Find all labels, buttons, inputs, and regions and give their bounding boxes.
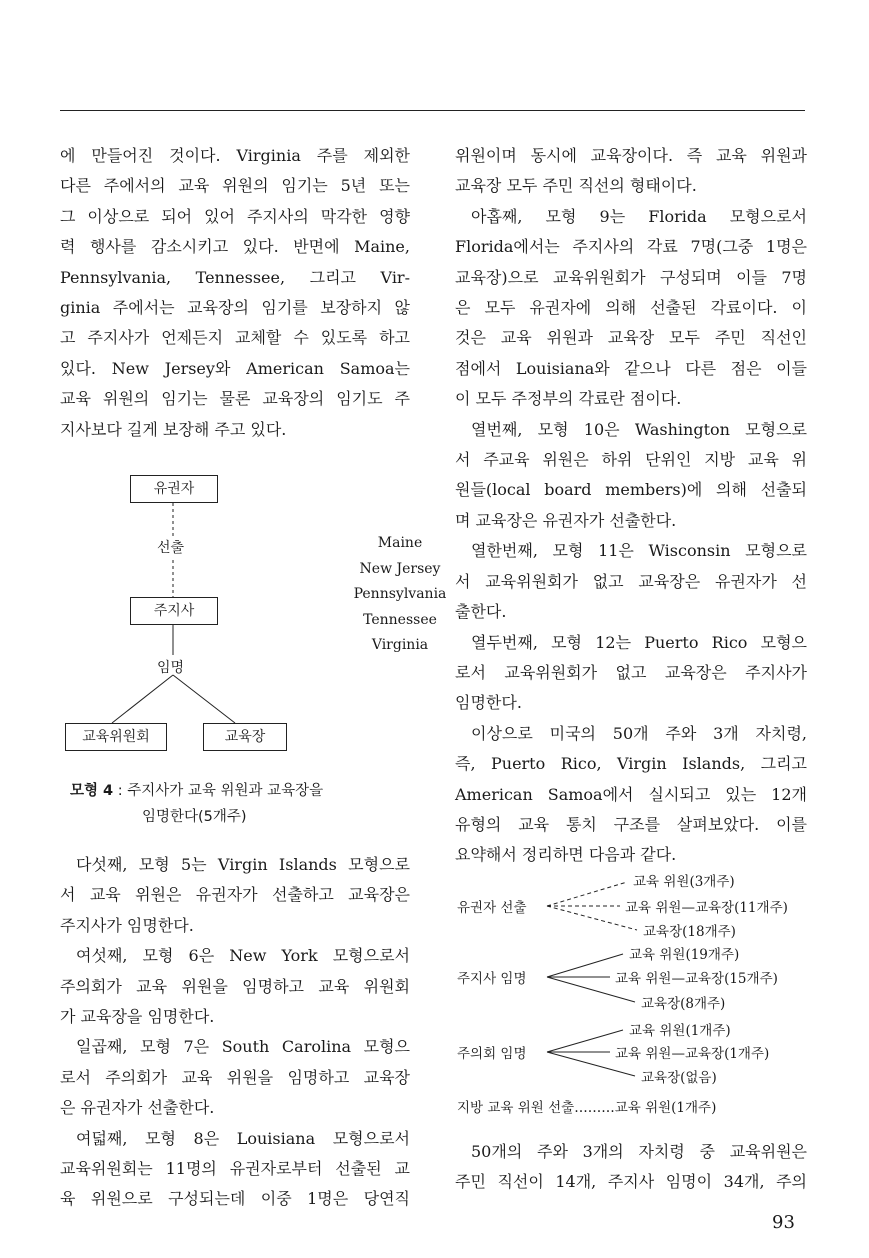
paragraph-model-8-cont bbox=[455, 141, 807, 202]
text-line: 일곱째, 모형 7은 South Carolina 모형으 bbox=[76, 1037, 410, 1057]
paragraph-intro bbox=[60, 141, 410, 445]
text-line: 즉, Puerto Rico, Virgin Islands, 그리고 bbox=[455, 754, 807, 774]
caption-line-2: 임명한다(5개주) bbox=[142, 809, 247, 825]
paragraph-model-10 bbox=[455, 415, 807, 537]
summary-item: 교육 위원—교육장(1개주) bbox=[615, 1046, 770, 1062]
text-line: 에 만들어진 것이다. Virginia 주를 제외한 bbox=[60, 146, 410, 165]
summary-item: 교육장(없음) bbox=[641, 1070, 717, 1086]
text-line: 서 주교육 위원은 하위 단위인 지방 교육 위 bbox=[455, 450, 807, 470]
leader-dots: ……… bbox=[574, 1100, 615, 1116]
header-rule bbox=[60, 110, 805, 111]
text-line: 서 교육위원회가 없고 교육장은 유권자가 선 bbox=[455, 571, 807, 591]
text-line: 요약해서 정리하면 다음과 같다. bbox=[455, 845, 677, 865]
summary-item: 교육장(18개주) bbox=[643, 924, 736, 940]
left-column bbox=[60, 141, 410, 445]
text-line: 점에서 Louisiana와 같으나 다른 점은 이들 bbox=[455, 358, 807, 378]
state-name: Tennessee bbox=[363, 611, 437, 628]
text-line: 50개의 주와 3개의 자치령 중 교육위원은 bbox=[471, 1142, 807, 1161]
text-line: 것은 교육 위원과 교육장 모두 주민 직선인 bbox=[455, 328, 807, 348]
text-line: 지사보다 길게 보장해 주고 있다. bbox=[60, 419, 287, 439]
summary-item: 교육장(8개주) bbox=[641, 996, 726, 1012]
left-column-lower bbox=[60, 850, 410, 1215]
caption-line-1: : 주지사가 교육 위원과 교육장을 bbox=[117, 783, 324, 799]
state-name: New Jersey bbox=[359, 560, 441, 577]
text-line: 서 교육 위원은 유권자가 선출하고 교육장은 bbox=[60, 885, 410, 905]
text-line: 여덟째, 모형 8은 Louisiana 모형으로서 bbox=[76, 1128, 410, 1148]
summary-diagram bbox=[455, 862, 807, 1122]
local-item: 교육 위원(1개주) bbox=[614, 1100, 717, 1116]
text-line: 다른 주에서의 교육 위원의 임기는 5년 또는 bbox=[60, 176, 410, 196]
paragraph-model-6 bbox=[60, 941, 410, 1032]
summary-item: 교육 위원—교육장(11개주) bbox=[625, 900, 788, 916]
text-line: 아홉째, 모형 9는 Florida 모형으로서 bbox=[471, 206, 807, 226]
text-line: 고 주지사가 언제든지 교체할 수 있도록 하고 bbox=[60, 328, 410, 348]
source-assembly-appointment: 주의회 임명 bbox=[457, 1046, 527, 1062]
paragraph-model-11 bbox=[455, 536, 807, 627]
text-line: 주의회가 교육 위원을 임명하고 교육 위원회 bbox=[60, 976, 410, 996]
text-line: 력 행사를 감소시키고 있다. 반면에 Maine, bbox=[60, 237, 410, 257]
paragraph-model-5 bbox=[60, 850, 410, 941]
text-line: 열한번째, 모형 11은 Wisconsin 모형으로 bbox=[471, 541, 807, 561]
state-name: Maine bbox=[377, 535, 423, 551]
text-line: 교육장)으로 교육위원회가 구성되며 이들 7명 bbox=[455, 267, 807, 287]
caption-label: 모형 4 bbox=[70, 783, 114, 799]
text-line: 위원이며 동시에 교육장이다. 즉 교육 위원과 bbox=[455, 146, 807, 165]
source-local-election bbox=[457, 1096, 716, 1116]
text-line: 교육 위원의 임기는 물론 교육장의 임기도 주 bbox=[60, 389, 410, 409]
right-column bbox=[455, 141, 807, 871]
text-line: 은 유권자가 선출한다. bbox=[60, 1098, 215, 1118]
text-line: ginia 주에서는 교육장의 임기를 보장하지 않 bbox=[60, 298, 410, 318]
text-line: 열두번째, 모형 12는 Puerto Rico 모형으 bbox=[471, 632, 807, 652]
board-box: 교육위원회 bbox=[65, 723, 167, 751]
governor-box: 주지사 bbox=[130, 597, 218, 625]
text-line: 열번째, 모형 10은 Washington 모형으로 bbox=[471, 419, 807, 439]
paragraph-summary-intro bbox=[455, 719, 807, 871]
paragraph-model-9 bbox=[455, 202, 807, 415]
text-line: 다섯째, 모형 5는 Virgin Islands 모형으로 bbox=[76, 855, 410, 874]
text-line: 로서 교육위원회가 없고 교육장은 주지사가 bbox=[455, 662, 807, 682]
text-line: Pennsylvania, Tennessee, 그리고 Vir- bbox=[60, 267, 410, 287]
paragraph-model-12 bbox=[455, 628, 807, 719]
text-line: 교육위원회는 11명의 유권자로부터 선출된 교 bbox=[60, 1159, 410, 1179]
voter-box: 유권자 bbox=[130, 475, 218, 503]
paragraph-model-8 bbox=[60, 1124, 410, 1215]
superintendent-box: 교육장 bbox=[203, 723, 287, 751]
state-name: Virginia bbox=[371, 637, 429, 653]
text-line: 교육장 모두 주민 직선의 형태이다. bbox=[455, 176, 697, 196]
paragraph-model-7 bbox=[60, 1032, 410, 1123]
state-name: Pennsylvania bbox=[353, 586, 447, 602]
figure-caption bbox=[70, 778, 323, 830]
figure-model-4 bbox=[60, 465, 447, 755]
election-label: 선출 bbox=[157, 540, 185, 556]
text-line: 은 모두 유권자에 의해 선출된 각료이다. 이 bbox=[455, 298, 807, 318]
text-line: Florida에서는 주지사의 각료 7명(그중 1명은 bbox=[455, 237, 807, 257]
text-line: 이 모두 주정부의 각료란 점이다. bbox=[455, 389, 682, 409]
text-line: 육 위원으로 구성되는데 이중 1명은 당연직 bbox=[60, 1189, 410, 1209]
text-line: 출한다. bbox=[455, 602, 507, 622]
text-line: 유형의 교육 통치 구조를 살펴보았다. 이를 bbox=[455, 814, 807, 834]
text-line: 주지사가 임명한다. bbox=[60, 915, 194, 935]
summary-item: 교육 위원(19개주) bbox=[629, 947, 740, 963]
summary-item: 교육 위원—교육장(15개주) bbox=[615, 971, 778, 987]
text-line: 가 교육장을 임명한다. bbox=[60, 1007, 215, 1027]
state-list bbox=[340, 531, 460, 659]
text-line: 임명한다. bbox=[455, 693, 522, 713]
text-line: 이상으로 미국의 50개 주와 3개 자치령, bbox=[471, 723, 807, 743]
text-line: 있다. New Jersey와 American Samoa는 bbox=[60, 358, 410, 378]
text-line: 로서 주의회가 교육 위원을 임명하고 교육장 bbox=[60, 1067, 410, 1087]
text-line: American Samoa에서 실시되고 있는 12개 bbox=[455, 784, 807, 804]
page-number: 93 bbox=[772, 1212, 795, 1233]
text-line: 그 이상으로 되어 있어 주지사의 막각한 영향 bbox=[60, 206, 410, 226]
text-line: 주민 직선이 14개, 주지사 임명이 34개, 주의 bbox=[455, 1172, 807, 1192]
source-voter-election: 유권자 선출 bbox=[457, 900, 527, 916]
summary-item: 교육 위원(3개주) bbox=[633, 874, 735, 890]
text-line: 며 교육장은 유권자가 선출한다. bbox=[455, 510, 677, 530]
text-line: 여섯째, 모형 6은 New York 모형으로서 bbox=[76, 946, 410, 966]
closing-paragraph bbox=[455, 1137, 807, 1198]
source-governor-appointment: 주지사 임명 bbox=[457, 971, 527, 987]
local-source-label: 지방 교육 위원 선출 bbox=[457, 1100, 575, 1116]
text-line: 원들(local board members)에 의해 선출되 bbox=[455, 480, 807, 500]
summary-item: 교육 위원(1개주) bbox=[629, 1023, 731, 1039]
appoint-label: 임명 bbox=[157, 660, 185, 676]
